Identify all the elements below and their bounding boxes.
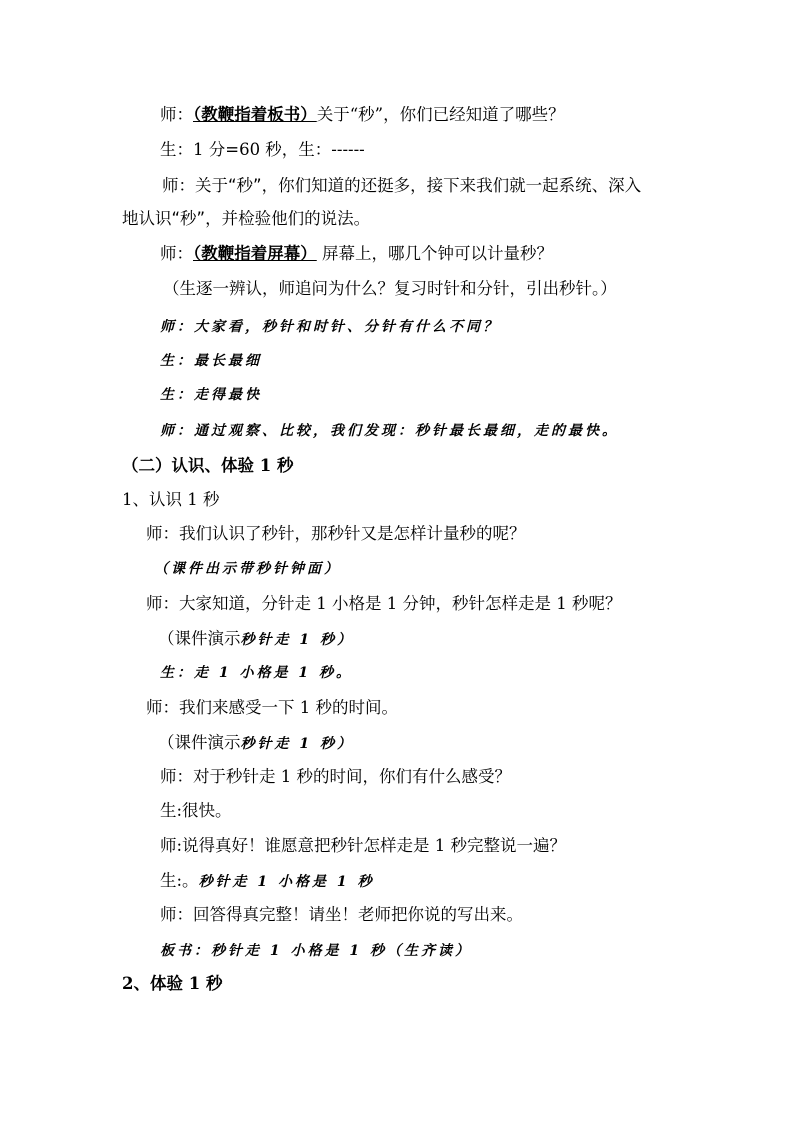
subsection-heading-2: 2、体验 1 秒 [122,974,223,993]
section-heading: （二）认识、体验 1 秒 [122,456,294,475]
paragraph-teacher-6: 师：我们认识了秒针，那秒针又是怎样计量秒的呢？ [146,524,526,543]
dialogue-text: 秒针走 1 小格是 1 秒 [198,874,375,890]
paragraph-board-writing: 板书：秒针走 1 小格是 1 秒（生齐读） [160,943,472,959]
paragraph-student-2: 生：最长最细 [160,353,262,369]
stage-direction: （教鞭指着屏幕） [193,244,317,263]
paragraph-student-6 [160,870,375,893]
speaker-label: 生:。 [160,871,199,890]
paragraph-teacher-2-cont: 地认识“秒”，并检验他们的说法。 [122,209,371,228]
paragraph-teacher-3 [160,243,553,265]
subsection-heading-1: 1、认识 1 秒 [122,490,220,509]
note-prefix: （课件演示 [158,629,241,648]
speaker-label: 师： [160,244,193,263]
paragraph-teacher-2: 师：关于“秒”，你们知道的还挺多，接下来我们就一起系统、深入 [162,176,642,195]
paragraph-teacher-7: 师：大家知道，分针走 1 小格是 1 分钟，秒针怎样走是 1 秒呢？ [146,594,622,613]
paragraph-note-2: （课件出示带秒针钟面） [154,561,341,577]
paragraph-student-4 [160,662,353,684]
paragraph-note-4 [158,732,354,755]
note-handwritten: 秒针走 1 秒） [240,736,354,752]
paragraph-teacher-5: 师：通过观察、比较，我们发现：秒针最长最细，走的最快。 [160,423,619,439]
stage-direction: （教鞭指着板书） [193,105,317,124]
dialogue-text: 屏幕上，哪几个钟可以计量秒？ [316,244,553,263]
paragraph-teacher-8: 师：我们来感受一下 1 秒的时间。 [146,698,398,717]
paragraph-teacher-4: 师：大家看，秒针和时针、分针有什么不同？ [160,319,500,335]
paragraph-note-3 [158,628,354,651]
paragraph-teacher-9: 师：对于秒针走 1 秒的时间，你们有什么感受？ [160,767,511,786]
paragraph-teacher-10: 师:说得真好！谁愿意把秒针怎样走是 1 秒完整说一遍？ [160,836,567,855]
paragraph-student-1: 生：1 分=60 秒，生：------ [160,140,365,159]
speaker-label: 师： [160,105,193,124]
note-prefix: （课件演示 [158,733,241,752]
paragraph-teacher-1 [160,104,565,126]
dialogue-text: 走 1 小格是 1 秒。 [194,665,353,681]
paragraph-student-5: 生:很快。 [160,801,232,820]
paragraph-teacher-11: 师：回答得真完整！请坐！老师把你说的写出来。 [160,905,523,924]
paragraph-note-1: （生逐一辨认，师追问为什么？复习时针和分针，引出秒针。） [163,279,617,298]
speaker-label: 生： [160,665,194,681]
note-handwritten: 秒针走 1 秒） [240,632,354,648]
paragraph-student-3: 生：走得最快 [160,387,262,403]
dialogue-text: 关于“秒”，你们已经知道了哪些？ [316,105,565,124]
